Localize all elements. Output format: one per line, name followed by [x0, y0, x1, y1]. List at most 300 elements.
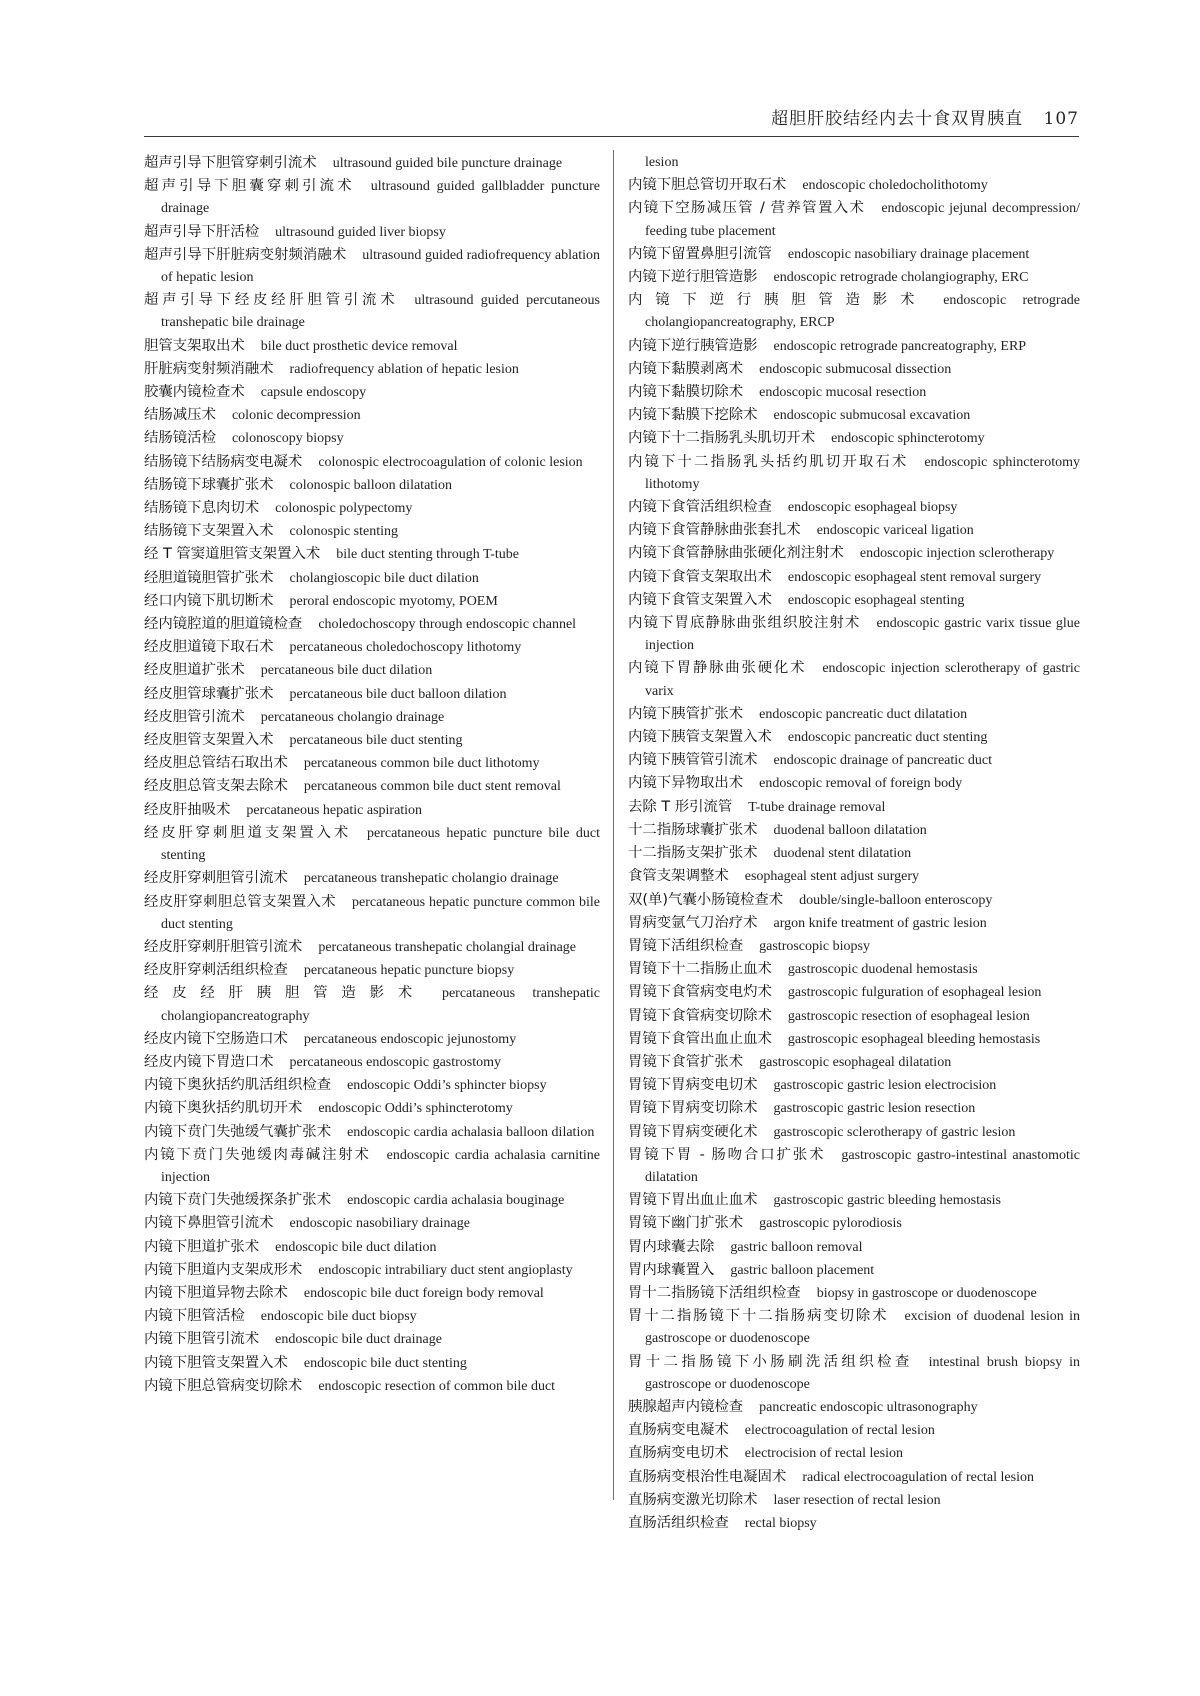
term-chinese: 胃镜下胃病变电切术 [628, 1077, 758, 1094]
glossary-entry [628, 1259, 1080, 1282]
glossary-entry [144, 1305, 600, 1328]
term-chinese: 胆管支架取出术 [144, 337, 245, 354]
term-english: percataneous transhepatic cholangio drainage [303, 871, 559, 887]
term-chinese: 内镜下黏膜剥离术 [628, 360, 744, 377]
term-chinese: 胰腺超声内镜检查 [628, 1398, 744, 1415]
glossary-entry [628, 703, 1080, 726]
glossary-entry [628, 451, 1080, 496]
term-chinese: 双(单)气囊小肠镜检查术 [628, 891, 784, 908]
glossary-entry [144, 221, 600, 244]
term-english: argon knife treatment of gastric lesion [773, 915, 987, 931]
term-chinese: 经皮内镜下空肠造口术 [144, 1030, 288, 1047]
glossary-entry [144, 404, 600, 427]
glossary-entry [628, 289, 1080, 334]
glossary-entry [628, 612, 1080, 657]
glossary-entry [144, 451, 600, 474]
term-english: peroral endoscopic myotomy, POEM [289, 593, 498, 609]
term-english: gastric balloon removal [730, 1239, 863, 1255]
glossary-entry [628, 381, 1080, 404]
term-chinese: 经皮经肝胰胆管造影术 [144, 985, 426, 1002]
glossary-entry [628, 865, 1080, 888]
term-chinese: 内镜下鼻胆管引流术 [144, 1215, 274, 1232]
term-chinese: 内镜下胰管管引流术 [628, 752, 758, 769]
term-english: gastroscopic gastric lesion resection [773, 1101, 976, 1117]
glossary-entry [144, 1375, 600, 1398]
glossary-entry [144, 752, 600, 775]
glossary-entry [144, 729, 600, 752]
term-english: pancreatic endoscopic ultrasonography [759, 1399, 978, 1415]
term-english: percataneous transhepatic cholangiopancreatography [161, 986, 600, 1024]
term-english: radiofrequency ablation of hepatic lesion [289, 361, 519, 377]
term-chinese: 内镜下十二指肠乳头括约肌切开取石术 [628, 453, 909, 470]
term-chinese: 内镜下奥狄括约肌切开术 [144, 1100, 303, 1117]
term-english: endoscopic nasobiliary drainage [289, 1216, 470, 1232]
term-chinese: 胃镜下幽门扩张术 [628, 1215, 744, 1232]
glossary-entry [628, 1305, 1080, 1350]
glossary-entry [628, 1074, 1080, 1097]
term-english: percataneous endoscopic jejunostomy [303, 1031, 517, 1047]
glossary-entry [628, 1144, 1080, 1189]
glossary-entry [144, 891, 600, 936]
glossary-entry [628, 1121, 1080, 1144]
term-english: endoscopic variceal ligation [816, 523, 974, 539]
term-chinese: 内镜下食管活组织检查 [628, 499, 772, 516]
continued-text: lesion [645, 155, 679, 170]
term-chinese: 经皮肝穿刺胆道支架置入术 [144, 824, 351, 841]
glossary-entry [628, 772, 1080, 795]
term-english: percataneous hepatic puncture bile duct stenting [161, 825, 600, 864]
glossary-entry [144, 289, 600, 334]
glossary-entry [628, 404, 1080, 427]
term-chinese: 内镜下食管静脉曲张硬化剂注射术 [628, 545, 844, 562]
glossary-entry [628, 842, 1080, 865]
glossary-entry [628, 542, 1080, 565]
term-chinese: 胃镜下十二指肠止血术 [628, 961, 772, 978]
glossary-entry [144, 799, 600, 822]
glossary-entry [628, 889, 1080, 912]
term-english: colonospic polypectomy [275, 501, 413, 517]
term-english: esophageal stent adjust surgery [744, 869, 920, 885]
term-english: percataneous cholangio drainage [260, 709, 445, 725]
term-chinese: 食管支架调整术 [628, 868, 729, 885]
glossary-entry [144, 659, 600, 682]
term-chinese: 去除 T 形引流管 [628, 798, 733, 815]
term-english: percataneous endoscopic gastrostomy [289, 1054, 502, 1070]
term-chinese: 经胆道镜胆管扩张术 [144, 569, 274, 586]
glossary-entry [144, 867, 600, 890]
glossary-entry [144, 543, 600, 566]
term-chinese: 超声引导下肝脏病变射频消融术 [144, 246, 347, 263]
term-english: capsule endoscopy [260, 385, 367, 401]
term-english: endoscopic bile duct drainage [275, 1332, 442, 1348]
term-english: percataneous hepatic aspiration [246, 802, 423, 818]
term-chinese: 超声引导下经皮经肝胆管引流术 [144, 292, 399, 309]
glossary-entry [144, 1074, 600, 1097]
term-chinese: 内镜下十二指肠乳头肌切开术 [628, 430, 816, 447]
glossary-entry [628, 197, 1080, 242]
term-english: percataneous common bile duct lithotomy [303, 756, 540, 772]
term-english: percataneous bile duct stenting [289, 733, 463, 749]
term-english: endoscopic mucosal resection [759, 385, 927, 401]
term-chinese: 结肠镜下支架置入术 [144, 523, 274, 540]
term-english: gastroscopic duodenal hemostasis [787, 962, 978, 978]
term-english: excision of duodenal lesion in gastroscope or duodenoscope [645, 1309, 1080, 1347]
term-english: duodenal balloon dilatation [773, 822, 927, 838]
term-chinese: 内镜下胆道异物去除术 [144, 1284, 288, 1301]
glossary-entry [628, 589, 1080, 612]
glossary-entry [628, 981, 1080, 1004]
term-english: endoscopic retrograde cholangiopancreatography, ERCP [645, 293, 1080, 331]
term-chinese: 结肠镜下结肠病变电凝术 [144, 453, 303, 470]
term-chinese: 内镜下黏膜切除术 [628, 384, 744, 401]
term-chinese: 直肠病变激光切除术 [628, 1491, 758, 1508]
glossary-entry [144, 613, 600, 636]
glossary-entry [628, 958, 1080, 981]
glossary-entry [628, 1419, 1080, 1442]
term-chinese: 经皮胆总管支架去除术 [144, 778, 288, 795]
term-english: colonospic balloon dilatation [289, 477, 453, 493]
term-english: endoscopic intrabiliary duct stent angioplasty [318, 1262, 573, 1278]
page-number: 107 [1043, 109, 1079, 129]
term-english: gastric balloon placement [730, 1262, 875, 1278]
glossary-entry [628, 427, 1080, 450]
glossary-entry [144, 358, 600, 381]
glossary-entry [628, 358, 1080, 381]
term-chinese: 经皮胆管引流术 [144, 708, 245, 725]
term-english: endoscopic resection of common bile duct [318, 1378, 556, 1394]
glossary-entry [144, 335, 600, 358]
term-english: gastroscopic sclerotherapy of gastric lesion [773, 1124, 1016, 1140]
glossary-entry [628, 912, 1080, 935]
term-english: gastroscopic esophageal bleeding hemostasis [787, 1031, 1041, 1047]
term-chinese: 内镜下胆管引流术 [144, 1331, 260, 1348]
glossary-entry [628, 749, 1080, 772]
glossary-entry [144, 1212, 600, 1235]
glossary-entry [144, 1282, 600, 1305]
term-english: endoscopic bile duct dilation [275, 1239, 437, 1255]
term-chinese: 结肠镜下球囊扩张术 [144, 476, 274, 493]
glossary-entry [628, 496, 1080, 519]
term-chinese: 内镜下逆行胰管造影 [628, 337, 758, 354]
term-english: colonospic electrocoagulation of colonic lesion [318, 454, 583, 470]
glossary-entry [628, 935, 1080, 958]
term-english: endoscopic esophageal stent removal surgery [787, 569, 1042, 585]
term-chinese: 内镜下胆总管切开取石术 [628, 177, 787, 194]
term-chinese: 内镜下逆行胆管造影 [628, 269, 758, 286]
glossary-entry [628, 566, 1080, 589]
term-chinese: 胃十二指肠镜下小肠刷洗活组织检查 [628, 1353, 913, 1370]
term-english: endoscopic injection sclerotherapy of gastric varix [645, 661, 1080, 699]
term-english: endoscopic retrograde pancreatography, ERP [773, 338, 1027, 354]
term-chinese: 经 T 管窦道胆管支架置入术 [144, 546, 321, 563]
glossary-entry [144, 636, 600, 659]
term-english: ultrasound guided radiofrequency ablation of hepatic lesion [161, 247, 600, 286]
term-chinese: 胃镜下胃病变切除术 [628, 1100, 758, 1117]
glossary-entry [144, 1051, 600, 1074]
glossary-entry [628, 657, 1080, 702]
term-english: endoscopic pancreatic duct stenting [787, 730, 988, 746]
glossary-entry [144, 1236, 600, 1259]
term-chinese: 胃镜下食管出血止血术 [628, 1030, 772, 1047]
term-english: ultrasound guided gallbladder puncture drainage [161, 179, 600, 217]
term-english: gastroscopic biopsy [759, 938, 870, 954]
term-english: endoscopic bile duct biopsy [260, 1309, 417, 1325]
term-chinese: 超声引导下胆管穿刺引流术 [144, 155, 317, 171]
term-chinese: 胃镜下胃 - 肠吻合口扩张术 [628, 1146, 826, 1163]
glossary-entry [144, 427, 600, 450]
term-chinese: 经皮胆道扩张术 [144, 662, 245, 679]
term-english: electrocision of rectal lesion [744, 1446, 903, 1462]
glossary-entry [628, 243, 1080, 266]
term-chinese: 内镜下黏膜下挖除术 [628, 407, 758, 424]
glossary-entry [628, 266, 1080, 289]
term-english: endoscopic jejunal decompression/ feeding tube placement [645, 201, 1081, 239]
glossary-entry [628, 796, 1080, 819]
term-chinese: 内镜下胰管扩张术 [628, 705, 744, 722]
term-chinese: 内镜下异物取出术 [628, 775, 744, 792]
glossary-entry [628, 1396, 1080, 1419]
term-chinese: 结肠镜下息肉切术 [144, 500, 260, 517]
term-english: intestinal brush biopsy in gastroscope or duodenoscope [645, 1354, 1080, 1392]
glossary-entry [144, 567, 600, 590]
term-english: endoscopic esophageal stenting [787, 592, 965, 608]
term-chinese: 内镜下留置鼻胆引流管 [628, 245, 772, 262]
term-english: gastroscopic esophageal dilatation [759, 1054, 952, 1070]
term-english: rectal biopsy [744, 1515, 817, 1531]
glossary-entry [144, 152, 600, 175]
glossary-entry [628, 174, 1080, 197]
term-english: percataneous bile duct dilation [260, 663, 433, 679]
term-english: duodenal stent dilatation [773, 846, 912, 862]
term-english: endoscopic cardia achalasia carnitine injection [161, 1147, 600, 1185]
term-english: percataneous bile duct balloon dilation [289, 686, 507, 702]
term-english: endoscopic injection sclerotherapy [859, 546, 1055, 562]
term-english: gastroscopic pylorodiosis [759, 1216, 902, 1232]
term-chinese: 胃病变氩气刀治疗术 [628, 914, 758, 931]
glossary-entry [144, 1328, 600, 1351]
term-english: percataneous common bile duct stent removal [303, 779, 561, 795]
term-chinese: 胃镜下食管病变电灼术 [628, 984, 772, 1001]
term-chinese: 胃十二指肠镜下活组织检查 [628, 1284, 801, 1301]
term-english: ultrasound guided percutaneous transhepatic bile drainage [161, 293, 600, 331]
term-chinese: 十二指肠支架扩张术 [628, 845, 758, 862]
glossary-entry [628, 1512, 1080, 1535]
glossary-entry [144, 381, 600, 404]
term-english: endoscopic sphincterotomy lithotomy [645, 454, 1080, 492]
term-english: gastroscopic gastric lesion electrocision [773, 1078, 997, 1094]
glossary-entry [144, 1028, 600, 1051]
term-chinese: 经皮胆管支架置入术 [144, 732, 274, 749]
term-chinese: 胃十二指肠镜下十二指肠病变切除术 [628, 1308, 889, 1325]
term-chinese: 十二指肠球囊扩张术 [628, 821, 758, 838]
term-chinese: 直肠病变电凝术 [628, 1422, 729, 1439]
glossary-entry [628, 1028, 1080, 1051]
term-chinese: 经皮肝穿刺胆总管支架置入术 [144, 893, 337, 910]
term-english: endoscopic submucosal excavation [773, 408, 971, 424]
glossary-entry [144, 244, 600, 289]
term-english: cholangioscopic bile duct dilation [289, 570, 479, 586]
term-english: percataneous hepatic puncture biopsy [303, 963, 515, 979]
glossary-entry [144, 706, 600, 729]
right-column [628, 152, 1080, 1535]
term-chinese: 内镜下逆行胰胆管造影术 [628, 292, 928, 309]
glossary-entry [628, 519, 1080, 542]
term-english: colonospic stenting [289, 524, 399, 540]
term-chinese: 经皮肝穿刺胆管引流术 [144, 870, 288, 887]
term-chinese: 结肠镜活检 [144, 430, 216, 447]
term-chinese: 经皮胆总管结石取出术 [144, 755, 288, 772]
glossary-entry [144, 1259, 600, 1282]
glossary-entry [144, 474, 600, 497]
term-chinese: 经口内镜下肌切断术 [144, 592, 274, 609]
term-english: endoscopic sphincterotomy [831, 431, 985, 447]
term-english: electrocoagulation of rectal lesion [744, 1423, 935, 1439]
term-chinese: 内镜下胃静脉曲张硬化术 [628, 660, 807, 677]
header-text [771, 104, 1079, 129]
term-chinese: 内镜下食管支架置入术 [628, 591, 772, 608]
glossary-entry [628, 1351, 1080, 1396]
header-title: 超胆肝胶结经内去十食双胃胰直 [771, 109, 1024, 129]
term-chinese: 经内镜腔道的胆道镜检查 [144, 616, 303, 633]
term-english: T-tube drainage removal [748, 799, 886, 815]
term-chinese: 胃内球囊去除 [628, 1238, 715, 1255]
term-english: endoscopic drainage of pancreatic duct [773, 753, 992, 769]
term-english: endoscopic retrograde cholangiography, ERC [773, 270, 1029, 286]
term-english: biopsy in gastroscope or duodenoscope [816, 1285, 1037, 1301]
term-chinese: 胃镜下食管病变切除术 [628, 1007, 772, 1024]
term-chinese: 内镜下食管静脉曲张套扎术 [628, 522, 801, 539]
term-chinese: 肝脏病变射频消融术 [144, 360, 274, 377]
term-chinese: 内镜下胆道扩张术 [144, 1238, 260, 1255]
term-english: gastroscopic resection of esophageal lesion [787, 1008, 1030, 1024]
term-chinese: 内镜下食管支架取出术 [628, 568, 772, 585]
glossary-entry [628, 1005, 1080, 1028]
term-english: endoscopic Oddi’s sphincterotomy [318, 1101, 513, 1117]
glossary-entry [144, 936, 600, 959]
glossary-entry [628, 1236, 1080, 1259]
term-chinese: 经皮肝穿刺肝胆管引流术 [144, 938, 303, 955]
glossary-entry [144, 1121, 600, 1144]
glossary-entry [628, 819, 1080, 842]
glossary-entry [144, 1189, 600, 1212]
term-english: radical electrocoagulation of rectal lesion [802, 1469, 1034, 1485]
term-chinese: 内镜下胆总管病变切除术 [144, 1377, 303, 1394]
term-chinese: 经皮内镜下胃造口术 [144, 1053, 274, 1070]
glossary-entry [144, 590, 600, 613]
glossary-entry [628, 1051, 1080, 1074]
glossary-entry [144, 1097, 600, 1120]
term-chinese: 直肠病变根治性电凝固术 [628, 1468, 787, 1485]
term-english: gastroscopic gastric bleeding hemostasis [773, 1193, 1001, 1209]
term-english: endoscopic pancreatic duct dilatation [759, 706, 968, 722]
term-english: endoscopic esophageal biopsy [787, 500, 958, 516]
glossary-entry [144, 1352, 600, 1375]
column-divider [613, 150, 614, 1500]
term-english: endoscopic removal of foreign body [759, 776, 963, 792]
term-english: gastroscopic gastro-intestinal anastomotic dilatation [645, 1147, 1081, 1185]
term-chinese: 胃内球囊置入 [628, 1261, 715, 1278]
term-english: endoscopic Oddi’s sphincter biopsy [347, 1078, 547, 1094]
glossary-entry [144, 497, 600, 520]
term-chinese: 超声引导下胆囊穿刺引流术 [144, 178, 355, 195]
glossary-entry [144, 683, 600, 706]
term-english: gastroscopic fulguration of esophageal lesion [787, 985, 1042, 1001]
term-english: endoscopic submucosal dissection [759, 361, 952, 377]
term-chinese: 内镜下胆道内支架成形术 [144, 1261, 303, 1278]
term-chinese: 经皮肝穿刺活组织检查 [144, 962, 288, 979]
term-chinese: 内镜下胰管支架置入术 [628, 729, 772, 746]
term-chinese: 胃镜下胃出血止血术 [628, 1192, 758, 1209]
term-chinese: 胃镜下胃病变硬化术 [628, 1123, 758, 1140]
term-chinese: 胶囊内镜检查术 [144, 384, 245, 401]
term-english: colonic decompression [231, 408, 361, 424]
glossary-entry [144, 959, 600, 982]
term-chinese: 内镜下贲门失弛缓气囊扩张术 [144, 1123, 332, 1140]
term-chinese: 内镜下胃底静脉曲张组织胶注射术 [628, 615, 861, 632]
glossary-entry [628, 1212, 1080, 1235]
glossary-entry [144, 982, 600, 1027]
term-english: endoscopic gastric varix tissue glue injection [645, 616, 1080, 654]
term-chinese: 内镜下胆管支架置入术 [144, 1354, 288, 1371]
term-english: laser resection of rectal lesion [773, 1492, 941, 1508]
glossary-entry [628, 726, 1080, 749]
term-english: colonoscopy biopsy [231, 431, 344, 447]
glossary-entry [144, 1144, 600, 1189]
glossary-entry [628, 1489, 1080, 1512]
running-header [144, 102, 1079, 137]
term-english: endoscopic choledocholithotomy [802, 178, 988, 194]
term-english: double/single-balloon enteroscopy [799, 892, 993, 908]
term-chinese: 内镜下胆管活检 [144, 1308, 245, 1325]
term-english: percataneous hepatic puncture common bile duct stenting [161, 894, 600, 932]
term-english: bile duct prosthetic device removal [260, 338, 458, 354]
term-english: endoscopic nasobiliary drainage placement [787, 246, 1030, 262]
term-chinese: 内镜下贲门失弛缓肉毒碱注射术 [144, 1146, 371, 1163]
glossary-entry [144, 175, 600, 220]
glossary-entry [628, 335, 1080, 358]
term-chinese: 直肠活组织检查 [628, 1514, 729, 1531]
term-chinese: 内镜下奥狄括约肌活组织检查 [144, 1077, 332, 1094]
left-column [144, 152, 600, 1398]
term-english: percataneous transhepatic cholangial drainage [318, 939, 577, 955]
term-chinese: 经皮胆道镜下取石术 [144, 639, 274, 656]
term-english: ultrasound guided bile puncture drainage [332, 156, 563, 171]
term-chinese: 直肠病变电切术 [628, 1445, 729, 1462]
term-chinese: 超声引导下肝活检 [144, 223, 260, 240]
glossary-entry [144, 822, 600, 867]
term-english: endoscopic bile duct stenting [303, 1355, 467, 1371]
glossary-entry [628, 1466, 1080, 1489]
term-chinese: 内镜下贲门失弛缓探条扩张术 [144, 1192, 332, 1209]
term-chinese: 胃镜下活组织检查 [628, 937, 744, 954]
term-english: choledochoscopy through endoscopic channel [318, 617, 577, 633]
term-chinese: 结肠减压术 [144, 407, 216, 424]
term-chinese: 内镜下空肠减压管 / 营养管置入术 [628, 200, 866, 217]
term-english: endoscopic bile duct foreign body removal [303, 1285, 544, 1301]
glossary-entry [144, 775, 600, 798]
term-english: bile duct stenting through T-tube [336, 547, 520, 563]
term-chinese: 经皮胆管球囊扩张术 [144, 685, 274, 702]
glossary-entry [628, 1097, 1080, 1120]
glossary-entry [628, 1282, 1080, 1305]
term-chinese: 经皮肝抽吸术 [144, 801, 231, 818]
term-english: endoscopic cardia achalasia bouginage [347, 1193, 565, 1209]
glossary-entry [628, 1442, 1080, 1465]
glossary-entry [144, 520, 600, 543]
term-english: ultrasound guided liver biopsy [275, 224, 446, 240]
term-english: endoscopic cardia achalasia balloon dilation [347, 1124, 595, 1140]
term-chinese: 胃镜下食管扩张术 [628, 1053, 744, 1070]
